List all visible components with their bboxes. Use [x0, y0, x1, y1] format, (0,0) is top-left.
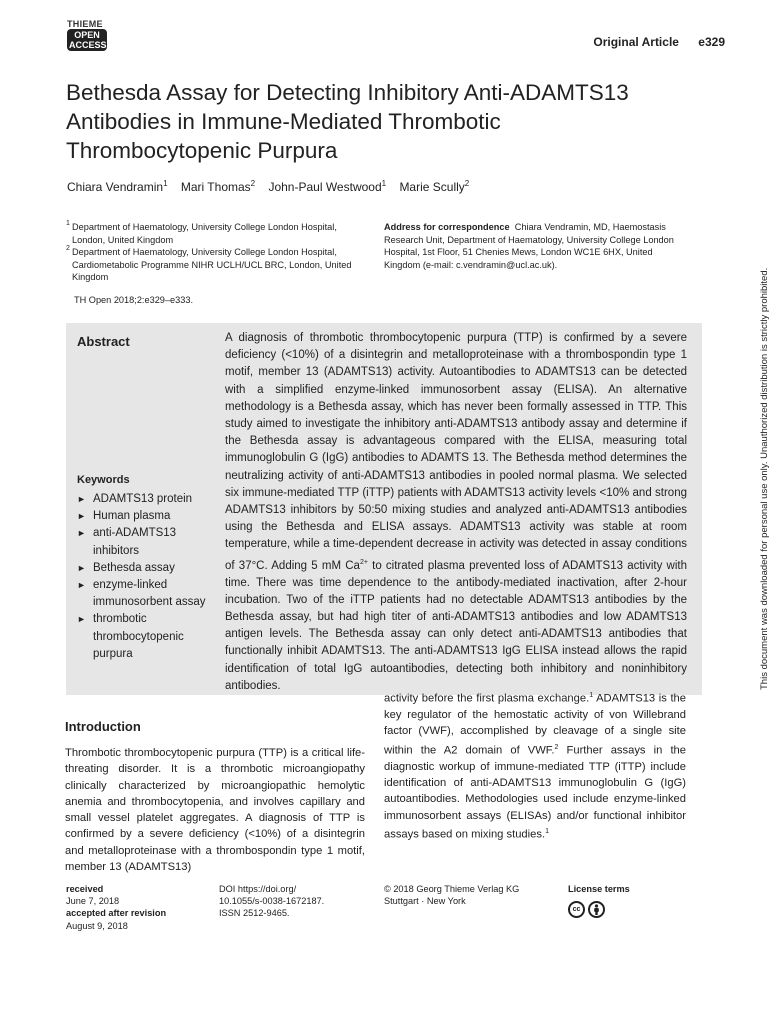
attribution-icon[interactable] — [588, 901, 605, 918]
abstract-heading: Abstract — [77, 334, 130, 349]
affiliation: 2 Department of Haematology, University College London Hospital, Cardiometabolic Programme NIHR UCLH/UCL BRC, London, United Kingdom — [66, 245, 352, 282]
affiliation: 1 Department of Haematology, University College London Hospital, London, United Kingdom — [66, 220, 337, 245]
introduction-heading: Introduction — [65, 719, 141, 734]
keyword-list — [77, 491, 217, 663]
running-header — [593, 35, 725, 49]
correspondence-text: Chiara Vendramin, MD, Haemostasis Research Unit, Department of Haematology, University College London Hospital, 1st Floor, 51 Chenies Mews, London WC1E 6HX, United Kingdom (e-mail: c.vendramin@ucl.ac.uk). — [384, 222, 674, 270]
arrow-icon: ► — [77, 528, 86, 539]
author: Mari Thomas$^2$ — [180, 179, 256, 194]
keyword-item: ► enzyme-linked immunosorbent assay — [77, 579, 206, 609]
arrow-icon: ► — [77, 562, 86, 573]
arrow-icon: ► — [77, 494, 86, 504]
keyword-item: ► ADAMTS13 protein — [77, 491, 217, 508]
copyright: © 2018 Georg Thieme Verlag KG Stuttgart · New York — [384, 884, 520, 907]
affiliations — [67, 221, 367, 284]
page-number: e329 — [698, 35, 725, 49]
logo-line-1: THIEME — [67, 19, 103, 29]
thieme-open-access-logo — [67, 19, 111, 51]
logo-badge — [67, 29, 107, 51]
logo-line-2: OPEN — [74, 30, 100, 40]
license-terms: License terms cc — [568, 883, 688, 918]
article-title: Bethesda Assay for Detecting Inhibitory Anti-ADAMTS13 Antibodies in Immune-Mediated Thrombotic Thrombocytopenic Purpura — [66, 80, 629, 163]
correspondence-label: Address for correspondence — [384, 222, 510, 232]
doi-info: DOI https://doi.org/ 10.1055/s-0038-1672187. ISSN 2512-9465. — [219, 884, 325, 919]
arrow-icon: ► — [77, 511, 86, 522]
article-type: Original Article — [593, 35, 679, 49]
doi-link[interactable]: https://doi.org/ — [237, 884, 297, 894]
author: Chiara Vendramin$^1$ — [67, 179, 168, 194]
abstract-text: A diagnosis of thrombotic thrombocytopenic purpura (TTP) is confirmed by a severe deficiency (<10%) of a disintegrin and metalloproteinase with a thrombospondin type 1 motif, member 13 (ADAMTS13) activity. Autoantibodies to ADAMTS13 can be detected with a simplified enzyme-linked immunosorbent assay (ELISA). An alternative methodology is a Bethesda assay, which has never been formally assessed in TTP. This study aimed to investigate the inhibitory anti-ADAMTS13 antibody assay and determine if the Bethesda assay is advantageous compared with the ELISA, measuring total immunoglobulin G (IgG) antibodies to ADAMTS 13. The Bethesda method determines the neutralizing activity of anti-ADAMTS13 antibodies in pooled normal plasma. We selected six immune-mediated TTP (iTTP) patients with ADAMTS13 activity levels <10% and strong ADAMTS13 inhibitors by 50:50 mixing studies and analyzed anti-ADAMTS13 antibodies using the Bethesda and ELISA assays. ADAMTS13 activity was stable at room temperature, while a time-dependent decrease in activity was detected in assay conditions of 37°C. Adding 5 mM $Ca^{2+}$ to citrated plasma prevented loss of ADAMTS13 activity with time. There was time dependence to the antibody-mediated inactivation, after 2-hour incubation. Two of the iTTP patients had no detectable ADAMTS13 antibodies by the Bethesda assay, but had high titer of anti-ADAMTS13 antibodies and low ADAMTS13 antigen levels. The Bethesda assay can only detect anti-ADAMTS13 antibodies that functionally inhibit ADAMTS13. The anti-ADAMTS13 IgG ELISA instead allows the rapid identification of total IgG autoantibodies, detecting both inhibitory and noninhibitory antibodies. — [225, 332, 687, 692]
keyword-item: ► Bethesda assay — [77, 560, 217, 577]
author-list — [67, 179, 479, 194]
author: Marie Scully$^2$ — [399, 179, 470, 194]
arrow-icon: ► — [77, 580, 86, 591]
download-notice: This document was downloaded for personal use only. Unauthorized distribution is strictly prohibited. — [759, 267, 770, 690]
keyword-item: ► thrombotic thrombocytopenic purpura — [77, 613, 184, 660]
received-dates: received June 7, 2018 accepted after revision August 9, 2018 — [66, 884, 167, 931]
introduction-right-column: activity before the first plasma exchange.$^1$ ADAMTS13 is the key regulator of the hemostatic activity of von Willebrand factor (VWF), accomplished by cleavage of a single site within the A2 domain of VWF.$^2$ Further assays in the diagnostic workup of immune-mediated TTP (iTTP) include identification of anti-ADAMTS13 immunoglobulin G (IgG) autoantibodies. Methodologies used include enzyme-linked immunosorbent assays (ELISAs) and/or functional inhibitor assays based on mixing studies.$^1$ — [384, 692, 686, 841]
keyword-item: ► anti-ADAMTS13 inhibitors — [77, 527, 177, 557]
logo-line-3: ACCESS — [69, 40, 107, 50]
keyword-item: ► Human plasma — [77, 508, 217, 525]
keywords-heading: Keywords — [77, 474, 130, 486]
author: John-Paul Westwood$^1$ — [268, 179, 387, 194]
creative-commons-icon[interactable]: cc — [568, 901, 585, 918]
arrow-icon: ► — [77, 614, 86, 625]
journal-citation: TH Open 2018;2:e329–e333. — [74, 295, 194, 305]
introduction-left-column: Thrombotic thrombocytopenic purpura (TTP) is a critical life-threating disorder. It is a thrombotic microangiopathy clinically characterized by microangiopathic hemolytic anemia and thrombocytopenia, and involves capillary and small vessel platelet aggregates. A diagnosis of TTP is confirmed by a severe deficiency (<10%) of a disintegrin and metalloproteinase with a thrombospondin type 1 motif, member 13 (ADAMTS13) — [65, 747, 365, 874]
correspondence-address — [384, 221, 684, 271]
